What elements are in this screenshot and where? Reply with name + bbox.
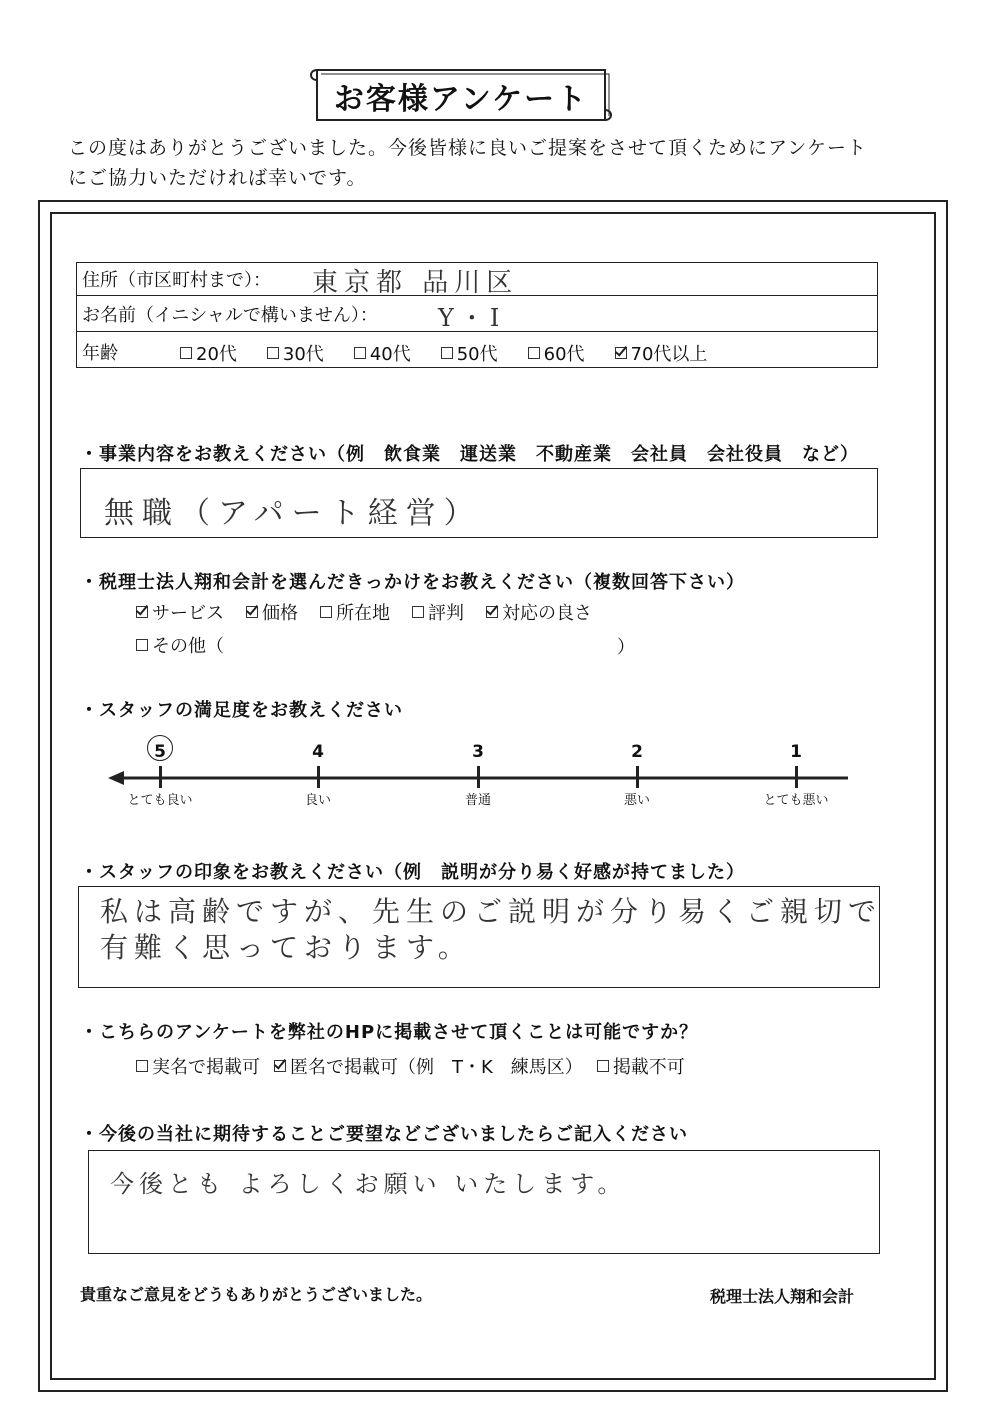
address-label: 住所（市区町村まで）： [82,270,271,291]
age-option-label: 70代以上 [630,344,708,365]
age-option-label: 50代 [456,344,498,365]
age-checkbox[interactable] [354,347,366,359]
reason-checkbox[interactable] [246,606,258,618]
scale-number[interactable]: 3 [472,742,484,762]
reason-checkbox[interactable] [412,606,424,618]
impression-question: ・スタッフの印象をお教えください（例 説明が分り易く好感が持てました） [80,862,745,883]
scale-label: とても悪い [763,793,829,808]
publish-option-label: 掲載不可 [612,1057,685,1078]
age-checkbox[interactable] [615,347,627,359]
publish-option-label: 実名で掲載可 [152,1057,260,1078]
reason-option-label: 所在地 [336,603,390,624]
scale-label: 普通 [464,793,491,808]
impression-answer-line-2: 有難く思っております。 [100,931,472,964]
reason-option-label: 価格 [262,603,298,624]
age-option-label: 20代 [196,344,237,365]
publish-checkbox[interactable] [136,1060,148,1072]
age-option[interactable] [267,340,324,366]
publish-checkbox[interactable] [597,1060,609,1072]
footer-company: 税理士法人翔和会計 [710,1287,855,1306]
publish-option[interactable] [597,1053,685,1079]
reason-option[interactable] [246,599,298,625]
age-option[interactable] [615,340,708,366]
intro-line-2: にご協力いただければ幸いです。 [68,167,367,189]
satisfaction-question: ・スタッフの満足度をお教えください [80,700,403,721]
reason-other-label: その他（ [152,636,224,657]
name-label: お名前（イニシャルで構いません）： [82,305,378,326]
scale-label: とても良い [127,793,193,808]
scale-number[interactable]: 5 [154,742,166,762]
reason-options [136,599,592,625]
scale-label: 悪い [623,793,650,808]
publish-option[interactable] [274,1053,583,1079]
reason-option-label: 評判 [428,603,464,624]
publish-question: ・こちらのアンケートを弊社のHPに掲載させて頂くことは可能ですか？ [80,1022,699,1043]
reason-question: ・税理士法人翔和会計を選んだきっかけをお教えください（複数回答下さい） [80,572,745,593]
reason-checkbox[interactable] [320,606,332,618]
scale-number[interactable]: 4 [312,742,324,762]
reason-other[interactable] [136,632,224,658]
footer-thanks: 貴重なご意見をどうもありがとうございました。 [80,1285,433,1304]
age-checkbox[interactable] [528,347,540,359]
age-checkbox[interactable] [267,347,279,359]
arrow-left-icon [108,771,124,785]
reason-checkbox[interactable] [486,606,498,618]
age-option[interactable] [180,340,237,366]
page-title: お客様アンケート [333,82,589,117]
publish-options [136,1053,685,1079]
scale-number[interactable]: 1 [790,742,802,762]
scale-label: 良い [304,793,331,808]
reason-option[interactable] [412,599,464,625]
age-checkbox[interactable] [180,347,192,359]
address-value[interactable]: 東京都 品川区 [312,268,519,298]
age-option[interactable] [354,340,411,366]
age-option-label: 40代 [369,344,411,365]
age-options [180,340,707,366]
scale-tick [477,766,480,788]
satisfaction-scale-line [108,768,853,788]
scale-tick [159,766,162,788]
age-label: 年齢 [82,343,118,364]
age-checkbox[interactable] [441,347,453,359]
intro-line-1: この度はありがとうございました。今後皆様に良いご提案をさせて頂くためにアンケート [68,137,867,159]
expect-question: ・今後の当社に期待することご要望などございましたらご記入ください [80,1124,688,1145]
name-value[interactable]: Y・I [438,304,506,332]
age-option-label: 60代 [543,344,585,365]
reason-other-close: ） [617,637,635,658]
reason-option[interactable] [486,599,592,625]
publish-option-label: 匿名で掲載可（例 T・K 練馬区） [290,1057,583,1078]
scale-tick [636,766,639,788]
publish-checkbox[interactable] [274,1060,286,1072]
scale-number[interactable]: 2 [631,742,643,762]
publish-option[interactable] [136,1053,260,1079]
business-answer: 無職（アパート経営） [104,496,482,531]
age-option[interactable] [441,340,498,366]
reason-checkbox[interactable] [136,606,148,618]
reason-option-label: サービス [152,603,224,624]
expect-answer: 今後とも よろしくお願い いたします。 [110,1170,627,1198]
scale-tick [795,766,798,788]
business-question: ・事業内容をお教えください（例 飲食業 運送業 不動産業 会社員 会社役員 など） [80,444,859,465]
age-option[interactable] [528,340,585,366]
reason-option[interactable] [136,599,224,625]
age-option-label: 30代 [282,344,324,365]
reason-option-label: 対応の良さ [502,603,592,624]
reason-other-checkbox[interactable] [136,639,148,651]
impression-answer-line-1: 私は高齢ですが、先生のご説明が分り易くご親切で [100,895,883,928]
scale-tick [317,766,320,788]
reason-option[interactable] [320,599,390,625]
selected-circle-icon [147,735,173,761]
